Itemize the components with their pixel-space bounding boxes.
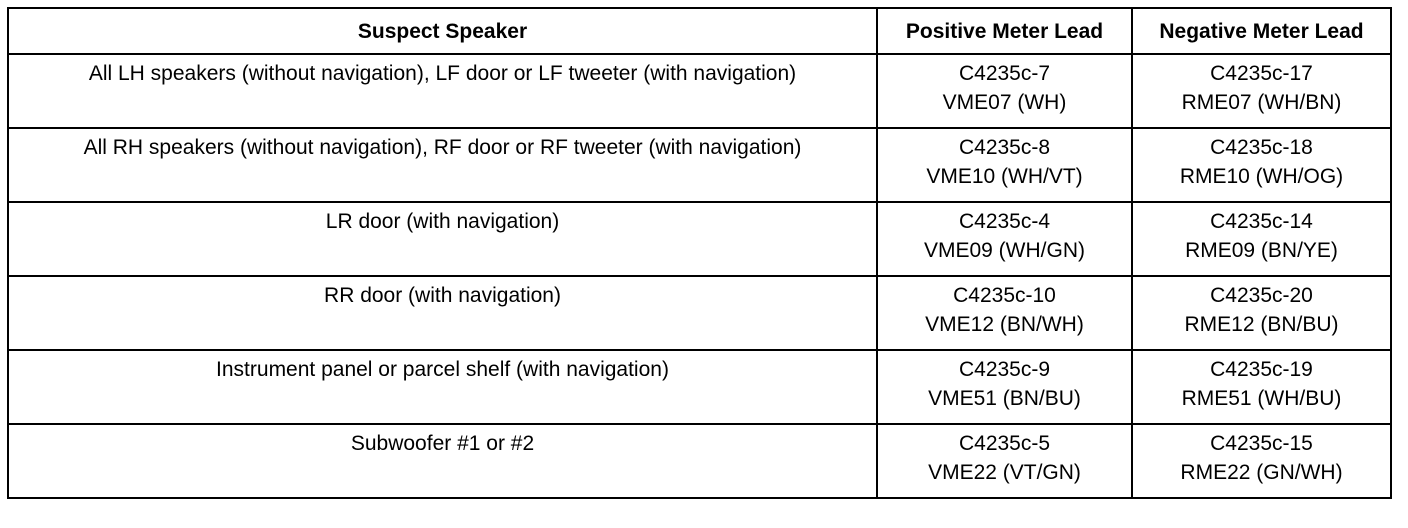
table-row [8,276,1391,350]
circuit-wire: RME51 (WH/BU) [1181,387,1342,410]
table-row [8,424,1391,498]
negative-lead-cell [1132,424,1391,498]
positive-lead-cell [877,128,1132,202]
circuit-wire: VME10 (WH/VT) [926,165,1083,188]
speaker-test-table [7,7,1392,499]
connector-pin: C4235c-17 [1210,62,1313,85]
negative-lead-cell [1132,350,1391,424]
positive-lead-cell [877,276,1132,350]
negative-lead-cell [1132,202,1391,276]
connector-pin: C4235c-15 [1210,432,1313,455]
positive-lead-cell [877,350,1132,424]
connector-pin: C4235c-10 [953,284,1056,307]
speaker-cell [8,54,877,128]
header-negative-meter-lead: Negative Meter Lead [1132,8,1391,54]
circuit-wire: RME07 (WH/BN) [1181,91,1342,114]
circuit-wire: VME12 (BN/WH) [925,313,1084,336]
negative-lead-cell [1132,128,1391,202]
negative-lead-cell [1132,54,1391,128]
connector-pin: C4235c-20 [1210,284,1313,307]
connector-pin: C4235c-14 [1210,210,1313,233]
speaker-label: Subwoofer #1 or #2 [350,432,535,455]
speaker-cell [8,350,877,424]
circuit-wire: VME22 (VT/GN) [928,461,1081,484]
negative-lead-cell [1132,276,1391,350]
circuit-wire: RME09 (BN/YE) [1185,239,1338,262]
connector-pin: C4235c-9 [958,358,1051,381]
connector-pin: C4235c-4 [958,210,1051,233]
positive-lead-cell [877,424,1132,498]
connector-pin: C4235c-8 [958,136,1051,159]
table-row [8,54,1391,128]
circuit-wire: VME07 (WH) [942,91,1067,114]
table-row [8,202,1391,276]
speaker-label: All LH speakers (without navigation), LF door or LF tweeter (with navigation) [88,62,797,85]
circuit-wire: VME09 (WH/GN) [923,239,1085,262]
speaker-label: RR door (with navigation) [324,284,561,307]
circuit-wire: RME22 (GN/WH) [1180,461,1343,484]
speaker-cell [8,202,877,276]
speaker-cell [8,128,877,202]
circuit-wire: RME12 (BN/BU) [1184,313,1339,336]
circuit-wire: RME10 (WH/OG) [1179,165,1344,188]
table-header-row [8,8,1391,54]
speaker-cell [8,276,877,350]
speaker-cell [8,424,877,498]
table-row [8,128,1391,202]
header-suspect-speaker: Suspect Speaker [8,8,877,54]
connector-pin: C4235c-7 [958,62,1051,85]
positive-lead-cell [877,54,1132,128]
connector-pin: C4235c-5 [958,432,1051,455]
speaker-label: Instrument panel or parcel shelf (with navigation) [216,358,669,381]
table-row [8,350,1391,424]
speaker-label: All RH speakers (without navigation), RF door or RF tweeter (with navigation) [83,136,802,159]
circuit-wire: VME51 (BN/BU) [928,387,1081,410]
speaker-label: LR door (with navigation) [325,210,560,233]
connector-pin: C4235c-18 [1210,136,1313,159]
positive-lead-cell [877,202,1132,276]
header-positive-meter-lead: Positive Meter Lead [877,8,1132,54]
connector-pin: C4235c-19 [1210,358,1313,381]
